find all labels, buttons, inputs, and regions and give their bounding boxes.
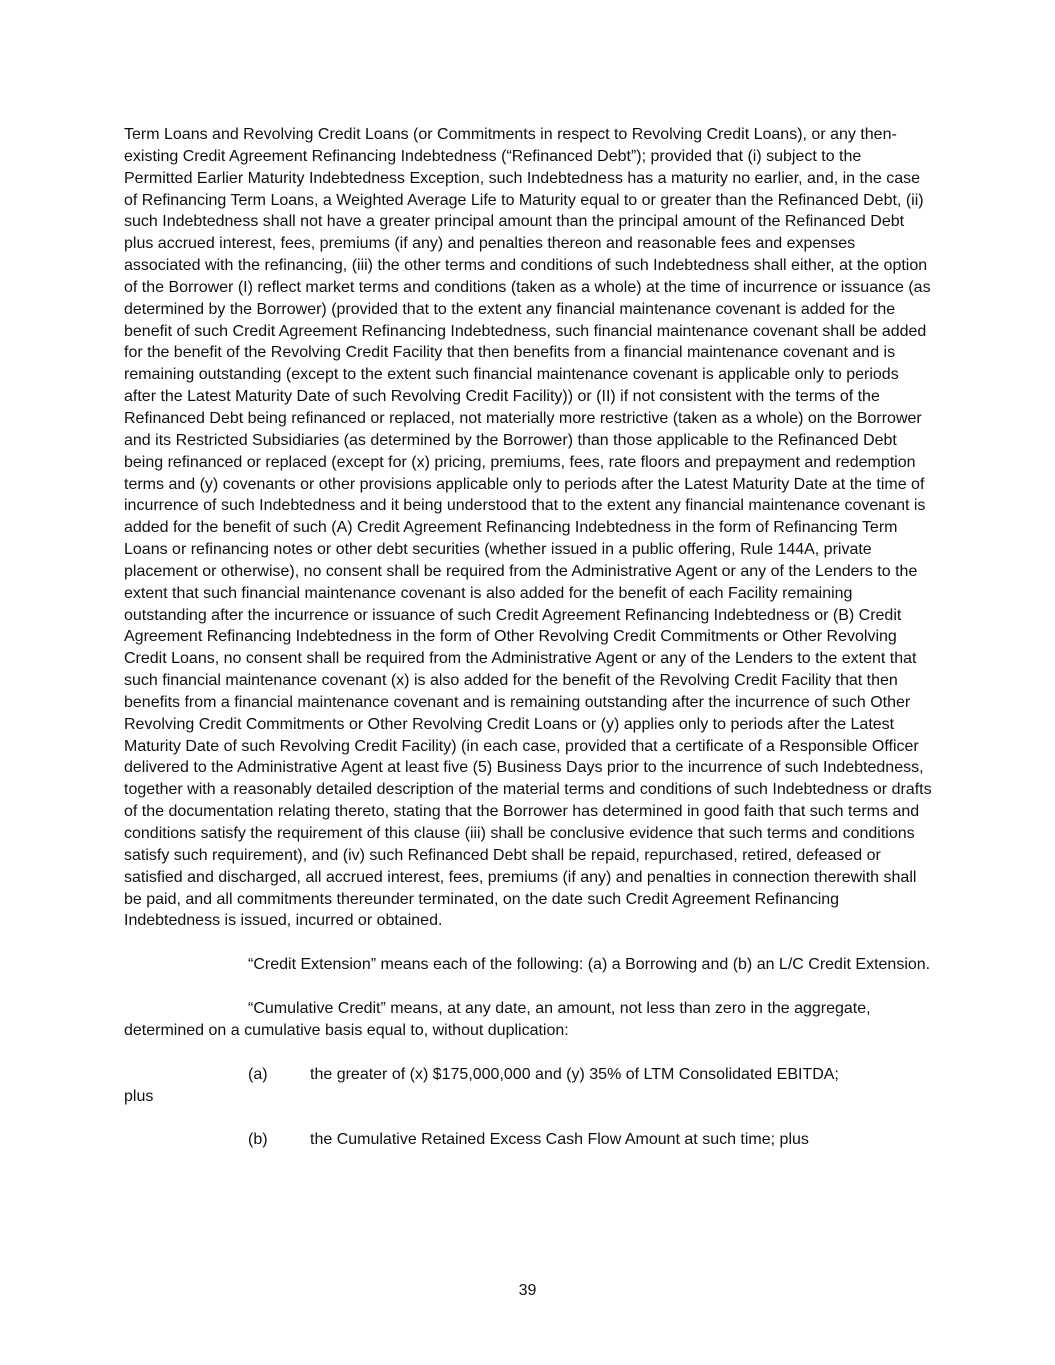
paragraph-spacer bbox=[124, 1107, 932, 1129]
item-label: (b) bbox=[248, 1131, 268, 1149]
page-number: 39 bbox=[518, 1282, 537, 1299]
definition-text: means, at any date, an amount, not less than zero in the aggregate, determined on a cumulative basis equal to, without duplication: bbox=[124, 1000, 871, 1039]
list-item-a bbox=[124, 1064, 932, 1086]
document-page bbox=[124, 124, 932, 1151]
paragraph-spacer bbox=[124, 1042, 932, 1064]
list-item-b bbox=[124, 1129, 932, 1151]
defined-term: “Cumulative Credit” bbox=[248, 1000, 386, 1018]
definition-cumulative-credit bbox=[124, 998, 932, 1042]
defined-term: “Credit Extension” bbox=[248, 956, 377, 974]
item-trailing-plus: plus bbox=[124, 1087, 154, 1105]
definition-credit-extension bbox=[124, 954, 932, 976]
item-label: (a) bbox=[248, 1065, 268, 1083]
paragraph-spacer bbox=[124, 932, 932, 954]
continuation-paragraph: Term Loans and Revolving Credit Loans (or Commitments in respect to Revolving Credit Loans), or any then-existing Credit Agreement Refinancing Indebtedness (“Refinanced Debt”); provided that (i) subject to the Permitted Earlier Maturity Indebtedness Exception, such Indebtedness has a maturity no earlier, and, in the case of Refinancing Term Loans, a Weighted Average Life to Maturity equal to or greater than the Refinanced Debt, (ii) such Indebtedness shall not have a greater principal amount than the principal amount of the Refinanced Debt plus accrued interest, fees, premiums (if any) and penalties thereon and reasonable fees and expenses associated with the refinancing, (iii) the other terms and conditions of such Indebtedness shall either, at the option of the Borrower (I) reflect market terms and conditions (taken as a whole) at the time of incurrence or issuance (as determined by the Borrower) (provided that to the extent any financial maintenance covenant is added for the benefit of such Credit Agreement Refinancing Indebtedness, such financial maintenance covenant shall be added for the benefit of the Revolving Credit Facility that then benefits from a financial maintenance covenant and is remaining outstanding (except to the extent such financial maintenance covenant is applicable only to periods after the Latest Maturity Date of such Revolving Credit Facility)) or (II) if not consistent with the terms of the Refinanced Debt being refinanced or replaced, not materially more restrictive (taken as a whole) on the Borrower and its Restricted Subsidiaries (as determined by the Borrower) than those applicable to the Refinanced Debt being refinanced or replaced (except for (x) pricing, premiums, fees, rate floors and prepayment and redemption terms and (y) covenants or other provisions applicable only to periods after the Latest Maturity Date at the time of incurrence of such Indebtedness and it being understood that to the extent any financial maintenance covenant is added for the benefit of such (A) Credit Agreement Refinancing Indebtedness in the form of Refinancing Term Loans or refinancing notes or other debt securities (whether issued in a public offering, Rule 144A, private placement or otherwise), no consent shall be required from the Administrative Agent or any of the Lenders to the extent that such financial maintenance covenant is also added for the benefit of each Facility remaining outstanding after the incurrence or issuance of such Credit Agreement Refinancing Indebtedness or (B) Credit Agreement Refinancing Indebtedness in the form of Other Revolving Credit Commitments or Other Revolving Credit Loans, no consent shall be required from the Administrative Agent or any of the Lenders to the extent that such financial maintenance covenant (x) is also added for the benefit of the Revolving Credit Facility that then benefits from a financial maintenance covenant and is remaining outstanding after the incurrence of such Other Revolving Credit Commitments or Other Revolving Credit Loans or (y) applies only to periods after the Latest Maturity Date of such Revolving Credit Facility) (in each case, provided that a certificate of a Responsible Officer delivered to the Administrative Agent at least five (5) Business Days prior to the incurrence of such Indebtedness, together with a reasonably detailed description of the material terms and conditions of such Indebtedness or drafts of the documentation relating thereto, stating that the Borrower has determined in good faith that such terms and conditions satisfy the requirement of this clause (iii) shall be conclusive evidence that such terms and conditions satisfy such requirement), and (iv) such Refinanced Debt shall be repaid, repurchased, retired, defeased or satisfied and discharged, all accrued interest, fees, premiums (if any) and penalties in connection therewith shall be paid, and all commitments thereunder terminated, on the date such Credit Agreement Refinancing Indebtedness is issued, incurred or obtained. bbox=[124, 126, 932, 930]
definition-text: means each of the following: (a) a Borrowing and (b) an L/C Credit Extension. bbox=[376, 956, 931, 974]
paragraph-spacer bbox=[124, 976, 932, 998]
item-text: the Cumulative Retained Excess Cash Flow Amount at such time; plus bbox=[310, 1131, 809, 1149]
item-text: the greater of (x) $175,000,000 and (y) 35% of LTM Consolidated EBITDA; bbox=[310, 1065, 839, 1083]
